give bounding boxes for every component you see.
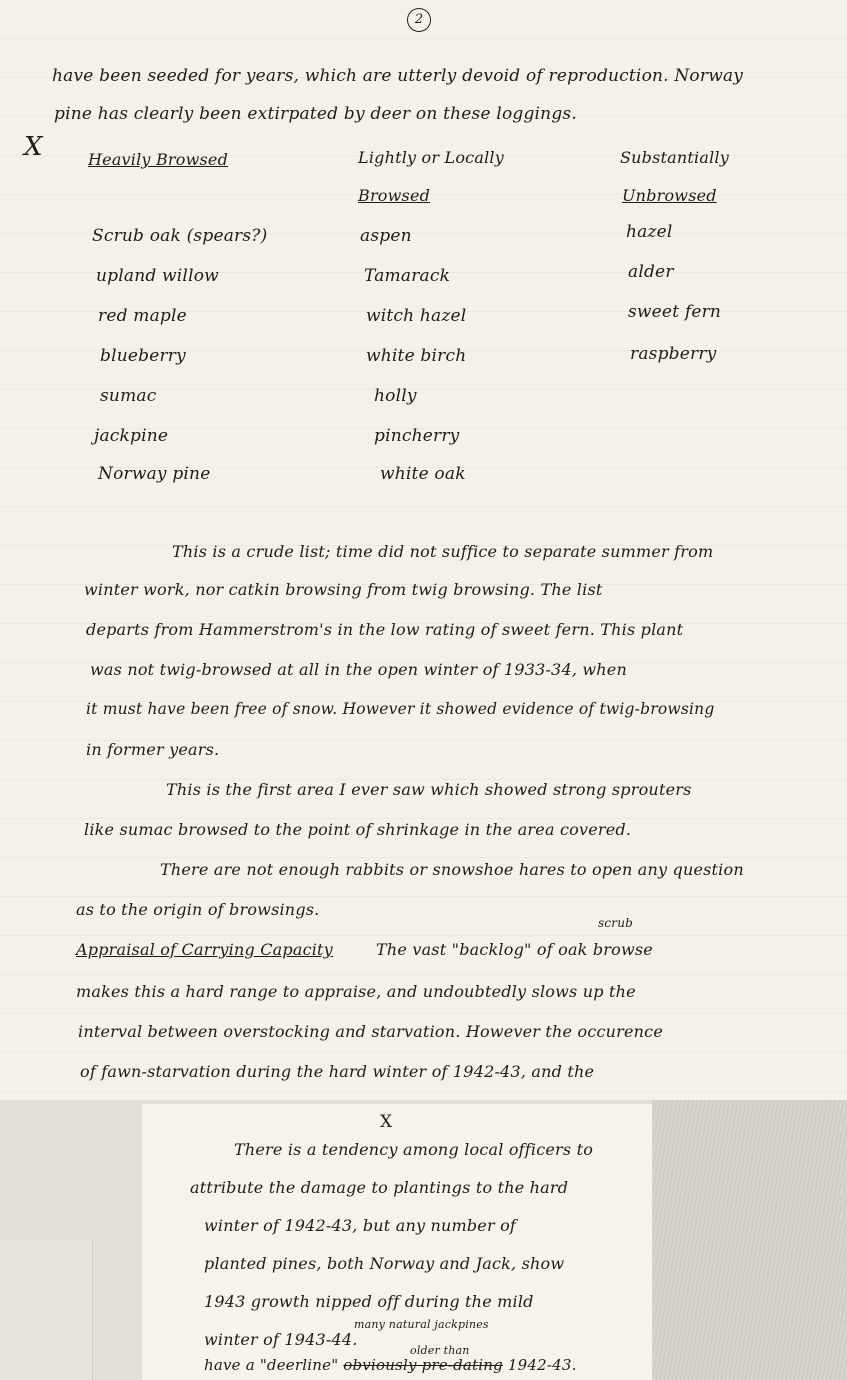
list-item: jackpine: [94, 426, 169, 446]
note-line: planted pines, both Norway and Jack, show: [204, 1254, 565, 1273]
note-line: winter of 1943-44.: [204, 1330, 358, 1349]
note-insert: many natural jackpines: [354, 1318, 489, 1331]
list-item: white oak: [380, 464, 466, 484]
intro-line: pine has clearly been extirpated by deer on these loggings.: [54, 104, 577, 124]
body-line: of fawn-starvation during the hard winter of 1942-43, and the: [80, 1062, 595, 1081]
struck-text: obviously pre-dating: [343, 1356, 503, 1374]
insert-word: scrub: [598, 916, 634, 930]
list-item: hazel: [626, 222, 673, 242]
list-item: pincherry: [374, 426, 460, 446]
section-heading: Appraisal of Carrying Capacity: [76, 940, 333, 959]
list-item: witch hazel: [366, 306, 467, 326]
body-line: winter work, nor catkin browsing from twig browsing. The list: [84, 580, 603, 599]
list-item: sweet fern: [628, 302, 722, 322]
textured-backing: [652, 1100, 847, 1380]
list-item: blueberry: [100, 346, 186, 366]
list-item: upland willow: [96, 266, 219, 286]
heading-unbrowsed-2: Unbrowsed: [622, 186, 717, 205]
body-line: makes this a hard range to appraise, and undoubtedly slows up the: [76, 982, 636, 1001]
list-item: white birch: [366, 346, 467, 366]
list-item: alder: [628, 262, 674, 282]
list-item: sumac: [100, 386, 157, 406]
body-line: This is the first area I ever saw which showed strong sprouters: [166, 780, 692, 799]
note-line: There is a tendency among local officers to: [234, 1140, 594, 1159]
list-item: red maple: [98, 306, 187, 326]
body-line: There are not enough rabbits or snowshoe hares to open any question: [160, 860, 744, 879]
list-item: aspen: [360, 226, 412, 246]
body-line: as to the origin of browsings.: [76, 900, 320, 919]
list-item: holly: [374, 386, 417, 406]
heading-unbrowsed-1: Substantially: [620, 148, 729, 167]
list-item: raspberry: [630, 344, 717, 364]
note-text: 1942-43.: [507, 1356, 577, 1374]
attached-note: [142, 1104, 652, 1380]
note-line: winter of 1942-43, but any number of: [204, 1216, 517, 1235]
body-line: it must have been free of snow. However it showed evidence of twig-browsing: [86, 700, 715, 718]
margin-mark: X: [24, 132, 43, 162]
heading-lightly-browsed-2: Browsed: [358, 186, 431, 205]
list-item: Tamarack: [364, 266, 451, 286]
note-text: have a "deerline": [204, 1356, 339, 1374]
note-line: 1943 growth nipped off during the mild: [204, 1292, 534, 1311]
heading-heavily-browsed: Heavily Browsed: [88, 150, 229, 169]
body-line: like sumac browsed to the point of shrinkage in the area covered.: [84, 820, 632, 839]
note-mark: X: [380, 1112, 393, 1132]
note-insert: older than: [410, 1344, 470, 1357]
torn-paper-fragment: [0, 1240, 93, 1380]
list-item: Norway pine: [98, 464, 211, 484]
note-line: attribute the damage to plantings to the hard: [190, 1178, 569, 1197]
body-line: The vast "backlog" of oak browse: [376, 940, 653, 959]
page-number: 2: [407, 8, 431, 32]
body-line: was not twig-browsed at all in the open winter of 1933-34, when: [90, 660, 627, 679]
body-line: in former years.: [86, 740, 220, 759]
list-item: Scrub oak (spears?): [92, 226, 268, 246]
body-line: interval between overstocking and starvation. However the occurence: [78, 1022, 664, 1041]
note-line: [204, 1356, 577, 1374]
body-line: departs from Hammerstrom's in the low rating of sweet fern. This plant: [86, 620, 684, 639]
body-line: This is a crude list; time did not suffice to separate summer from: [172, 542, 714, 561]
intro-line: have been seeded for years, which are utterly devoid of reproduction. Norway: [52, 66, 744, 86]
heading-lightly-browsed-1: Lightly or Locally: [358, 148, 504, 167]
